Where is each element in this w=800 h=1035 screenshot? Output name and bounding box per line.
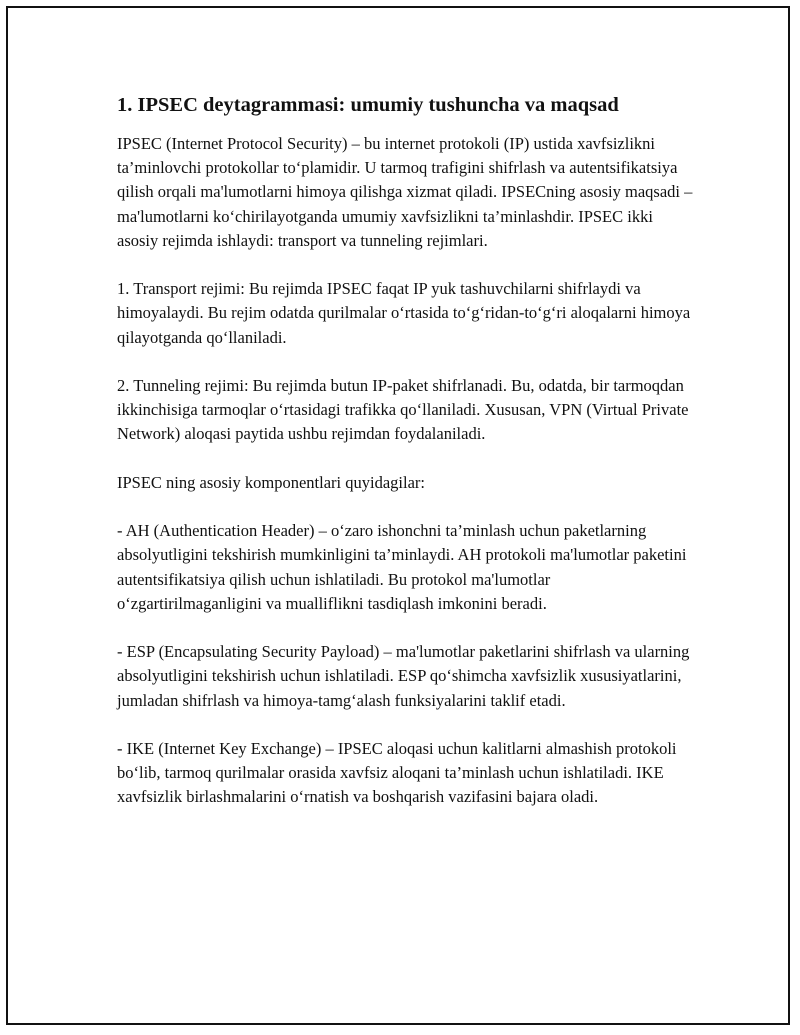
paragraph-transport-mode: 1. Transport rejimi: Bu rejimda IPSEC faqat IP yuk tashuvchilarni shifrlaydi va himoyalaydi. Bu rejim odatda qurilmalar o‘rtasida to‘g‘ridan-to‘g‘ri aloqalarni himoya qilayotganda qo‘llaniladi. <box>117 279 691 347</box>
page-title: 1. IPSEC deytagrammasi: umumiy tushuncha va maqsad <box>117 94 619 116</box>
document-body <box>117 92 697 834</box>
paragraph-intro: IPSEC (Internet Protocol Security) – bu internet protokoli (IP) ustida xavfsizlikni ta’minlovchi protokollar to‘plamidir. U tarmoq trafigini shifrlash va autentsifikatsiya qilish orqali ma'lumotlarni himoya qilishga xizmat qiladi. IPSECning asosiy maqsadi – ma'lumotlarni ko‘chirilayotganda umumiy xavfsizlikni ta’minlashdir. IPSEC ikki asosiy rejimda ishlaydi: transport va tunneling rejimlari. <box>117 134 693 250</box>
paragraph-ah: - AH (Authentication Header) – o‘zaro ishonchni ta’minlash uchun paketlarning absolyutligini tekshirish mumkinligini ta’minlaydi. AH protokoli ma'lumotlar paketini autentsifikatsiya qilish uchun ishlatiladi. Bu protokol ma'lumotlar o‘zgartirilmaganligini va mualliflikni tasdiqlash imkonini beradi. <box>117 521 687 613</box>
paragraph-ike: - IKE (Internet Key Exchange) – IPSEC aloqasi uchun kalitlarni almashish protokoli bo‘lib, tarmoq qurilmalar orasida xavfsiz aloqani ta’minlash uchun ishlatiladi. IKE xavfsizlik birlashmalarini o‘rnatish va boshqarish vazifasini bajara oladi. <box>117 738 677 807</box>
paragraph-components-heading: IPSEC ning asosiy komponentlari quyidagilar: <box>117 472 425 492</box>
paragraph-tunneling-mode: 2. Tunneling rejimi: Bu rejimda butun IP-paket shifrlanadi. Bu, odatda, bir tarmoqdan ikkinchisiga tarmoqlar o‘rtasidagi trafikka qo‘llaniladi. Xususan, VPN (Virtual Private Network) aloqasi paytida ushbu rejimdan foydalaniladi. <box>117 376 689 444</box>
paragraph-esp: - ESP (Encapsulating Security Payload) – ma'lumotlar paketlarini shifrlash va ularning absolyutligini tekshirish uchun ishlatiladi. ESP qo‘shimcha xavfsizlik xususiyatlarini, jumladan shifrlash va himoya-tamg‘alash funksiyalarini taklif etadi. <box>117 642 690 710</box>
